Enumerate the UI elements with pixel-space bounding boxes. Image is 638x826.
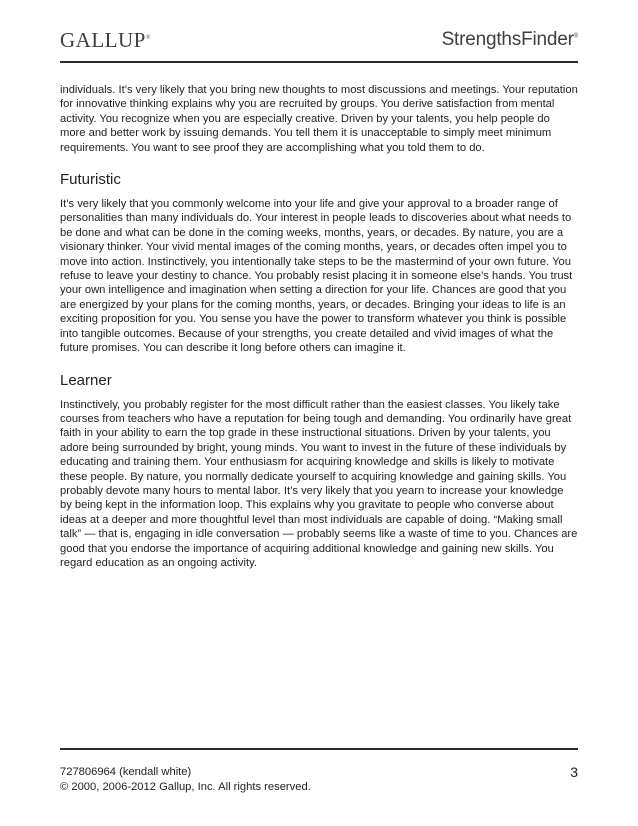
logo-text: GALLUP: [60, 28, 146, 52]
page-content: [60, 83, 578, 570]
footer-divider: [60, 748, 578, 750]
page-header: [60, 28, 578, 62]
product-registered-mark: ®: [573, 33, 578, 40]
footer-info: [60, 765, 311, 795]
intro-paragraph: individuals. It’s very likely that you bring new thoughts to most discussions and meetings. Your reputation for innovative thinking explains why you are recruited by groups. You derive satisfaction from mental activity. You recognize when you are especially creative. Driven by your talents, you help people do more and better work by issuing demands. You tell them it is unacceptable to simply meet minimum requirements. You want to see proof they are accomplishing what you told them to do.: [60, 84, 578, 154]
footer-copyright: © 2000, 2006-2012 Gallup, Inc. All rights reserved.: [60, 781, 311, 793]
section-title-futuristic: Futuristic: [60, 171, 121, 189]
header-divider: [60, 61, 578, 63]
section-body-learner: Instinctively, you probably register for the most difficult rather than the easiest classes. You likely take courses from teachers who have a reputation for being tough and demanding. You ordinarily have great faith in your ability to earn the top grade in these instructional situations. Driven by your talents, you adore being surrounded by bright, young minds. You want to invest in the future of these individuals by educating and training them. Your enthusiasm for acquiring knowledge and skills is likely to motivate these people. By nature, you normally dedicate yourself to acquiring knowledge and gaining skills. You probably devote many hours to mental labor. It’s very likely that you yearn to increase your knowledge by being kept in the information loop. This explains why you gravitate to people who converse about ideas at a deeper and more thoughtful level than most individuals are capable of doing. “Making small talk” — that is, engaging in idle conversation — probably seems like a waste of time to you. Chances are good that you endorse the importance of acquiring additional knowledge and gaining new skills. You regard education as an ongoing activity.: [60, 398, 578, 569]
section-body-futuristic: It’s very likely that you commonly welcome into your life and give your approval to a broader range of personalities than many individuals do. Your interest in people leads to discoveries about what needs to be done and what can be done in the coming weeks, months, years, or decades. By nature, you are a visionary thinker. Your vivid mental images of the coming months, years, or decades often impel you to move into action. Instinctively, you intentionally take steps to be the mastermind of your own future. You refuse to leave your destiny to chance. You probably resist placing it in someone else’s hands. You trust your own intelligence and imagination when setting a direction for your life. Chances are good that you are energized by your plans for the coming months, years, or decades. Bringing your ideas to life is an exciting proposition for you. You sense you have the power to transform whatever you think is possible into tangible outcomes. Because of your strengths, you create detailed and vivid images of what the future promises. You can describe it long before others can imagine it.: [60, 198, 573, 355]
section-title-learner: Learner: [60, 371, 112, 389]
product-name: [442, 29, 578, 51]
page-number: 3: [570, 764, 578, 780]
gallup-logo: [60, 28, 151, 53]
footer-id-line: 727806964 (kendall white): [60, 766, 192, 778]
logo-registered-mark: ®: [145, 35, 151, 41]
product-text: StrengthsFinder: [441, 29, 574, 50]
